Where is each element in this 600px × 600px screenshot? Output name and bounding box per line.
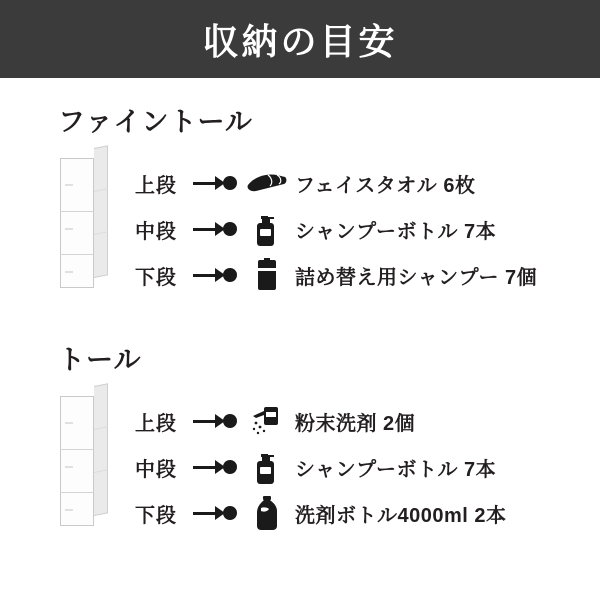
cabinet-drawer-divider-2 (60, 254, 94, 255)
cabinet-side-panel (94, 383, 108, 516)
shelf-row-middle (135, 208, 600, 250)
shelf-row-lower (135, 254, 600, 296)
cabinet-drawer-divider-2 (60, 492, 94, 493)
shelf-label: 中段 (135, 220, 177, 243)
shelf-row-upper (135, 162, 600, 204)
section-title: トール (58, 345, 142, 375)
item-text: 粉末洗剤 2個 (295, 412, 416, 435)
powder-detergent-icon (239, 400, 295, 442)
detergent-jug-icon (239, 492, 295, 534)
shelf-row-middle (135, 446, 600, 488)
section-title: ファイントール (58, 107, 253, 137)
arrow-pointer-icon (193, 173, 239, 193)
cabinet-illustration (60, 386, 116, 526)
pump-bottle-icon (239, 208, 295, 250)
pump-bottle-icon (239, 446, 295, 488)
cabinet-handle-middle (65, 466, 73, 468)
item-text: 詰め替え用シャンプー 7個 (295, 266, 538, 289)
cabinet-illustration (60, 148, 116, 288)
item-text: シャンプーボトル 7本 (295, 220, 497, 243)
arrow-pointer-icon (193, 219, 239, 239)
page-header (0, 0, 600, 78)
rolled-towel-icon (239, 162, 295, 204)
cabinet-drawer-divider-1 (60, 211, 94, 212)
cabinet-handle-bottom (65, 271, 73, 273)
shelf-label: 上段 (135, 412, 177, 435)
cabinet-handle-top (65, 184, 73, 186)
shelf-label: 中段 (135, 458, 177, 481)
shelf-row-lower (135, 492, 600, 534)
cabinet-drawer-divider-1 (60, 449, 94, 450)
item-text: シャンプーボトル 7本 (295, 458, 497, 481)
arrow-pointer-icon (193, 503, 239, 523)
arrow-pointer-icon (193, 411, 239, 431)
shelf-label: 下段 (135, 266, 177, 289)
cabinet-front (60, 396, 94, 526)
cabinet-front (60, 158, 94, 288)
refill-pouch-icon (239, 254, 295, 296)
cabinet-handle-top (65, 422, 73, 424)
shelf-label: 下段 (135, 504, 177, 527)
shelf-label: 上段 (135, 174, 177, 197)
page-title: 収納の目安 (202, 20, 398, 62)
cabinet-side-panel (94, 145, 108, 278)
cabinet-handle-middle (65, 228, 73, 230)
item-text: 洗剤ボトル4000ml 2本 (295, 504, 507, 527)
item-text: フェイスタオル 6枚 (295, 174, 476, 197)
arrow-pointer-icon (193, 265, 239, 285)
shelf-row-upper (135, 400, 600, 442)
cabinet-handle-bottom (65, 509, 73, 511)
arrow-pointer-icon (193, 457, 239, 477)
